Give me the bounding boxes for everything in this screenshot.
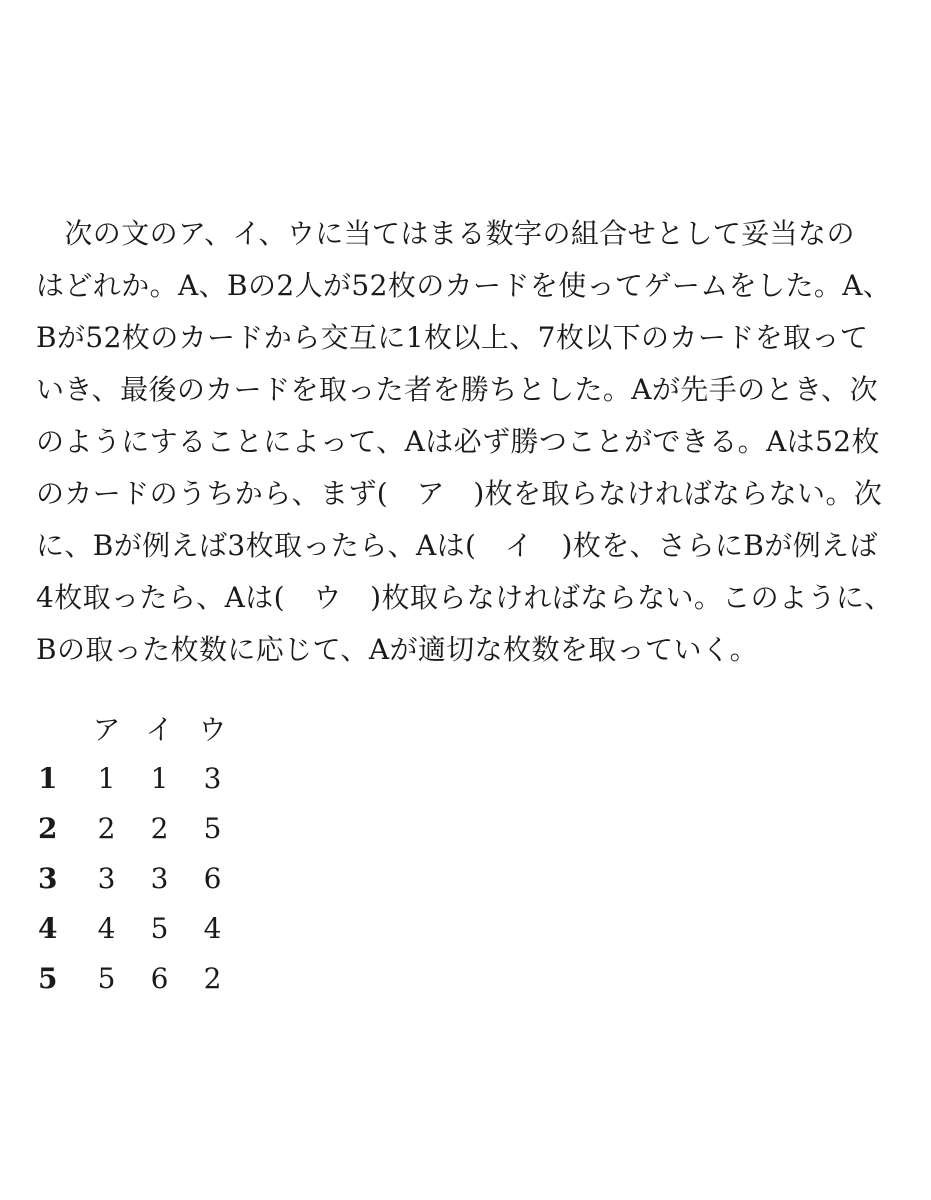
question-line: のようにすることによって、Aは必ず勝つことができる。Aは52枚 xyxy=(36,425,880,458)
choice-value-a: 1 xyxy=(97,761,116,795)
choice-value-a: 4 xyxy=(97,911,116,945)
choices-header-blank xyxy=(36,703,80,753)
choice-value-u: 2 xyxy=(203,961,222,995)
choice-value-i: 5 xyxy=(150,911,169,945)
question-line: Bが52枚のカードから交互に1枚以上、7枚以下のカードを取って xyxy=(36,321,869,354)
choice-number: 4 xyxy=(38,911,58,945)
choice-value-u: 4 xyxy=(203,911,222,945)
choice-value-u: 5 xyxy=(203,811,222,845)
choice-row[interactable] xyxy=(36,903,239,953)
question-line: はどれか。A、Bの2人が52枚のカードを使ってゲームをした。A、 xyxy=(36,269,892,302)
choice-value-i: 2 xyxy=(150,811,169,845)
choice-value-a: 5 xyxy=(97,961,116,995)
choice-value-i: 1 xyxy=(150,761,169,795)
choice-row[interactable] xyxy=(36,853,239,903)
question-line: Bの取った枚数に応じて、Aが適切な枚数を取っていく。 xyxy=(36,633,759,666)
question-line: 次の文のア、イ、ウに当てはまる数字の組合せとして妥当なの xyxy=(36,217,855,250)
choice-value-a: 2 xyxy=(97,811,116,845)
choices-header-a: ア xyxy=(92,713,121,746)
choices-header-row xyxy=(36,703,239,753)
choice-value-i: 6 xyxy=(150,961,169,995)
choice-row[interactable] xyxy=(36,953,239,1003)
choice-row[interactable] xyxy=(36,753,239,803)
answer-choices-table xyxy=(36,703,239,1003)
choice-number: 3 xyxy=(38,861,58,895)
choices-header-u: ウ xyxy=(198,713,227,746)
choice-number: 2 xyxy=(38,811,58,845)
choice-number: 1 xyxy=(38,761,58,795)
choice-value-a: 3 xyxy=(97,861,116,895)
question-text xyxy=(36,208,906,676)
choice-value-u: 3 xyxy=(203,761,222,795)
choice-value-u: 6 xyxy=(203,861,222,895)
choices-header-i: イ xyxy=(145,713,174,746)
question-line: いき、最後のカードを取った者を勝ちとした。Aが先手のとき、次 xyxy=(36,373,878,406)
question-line: のカードのうちから、まず( ア )枚を取らなければならない。次 xyxy=(36,477,883,510)
choice-number: 5 xyxy=(38,961,58,995)
choice-value-i: 3 xyxy=(150,861,169,895)
question-line: 4枚取ったら、Aは( ウ )枚取らなければならない。このように、 xyxy=(36,581,893,614)
question-line: に、Bが例えば3枚取ったら、Aは( イ )枚を、さらにBが例えば xyxy=(36,529,878,562)
choice-row[interactable] xyxy=(36,803,239,853)
